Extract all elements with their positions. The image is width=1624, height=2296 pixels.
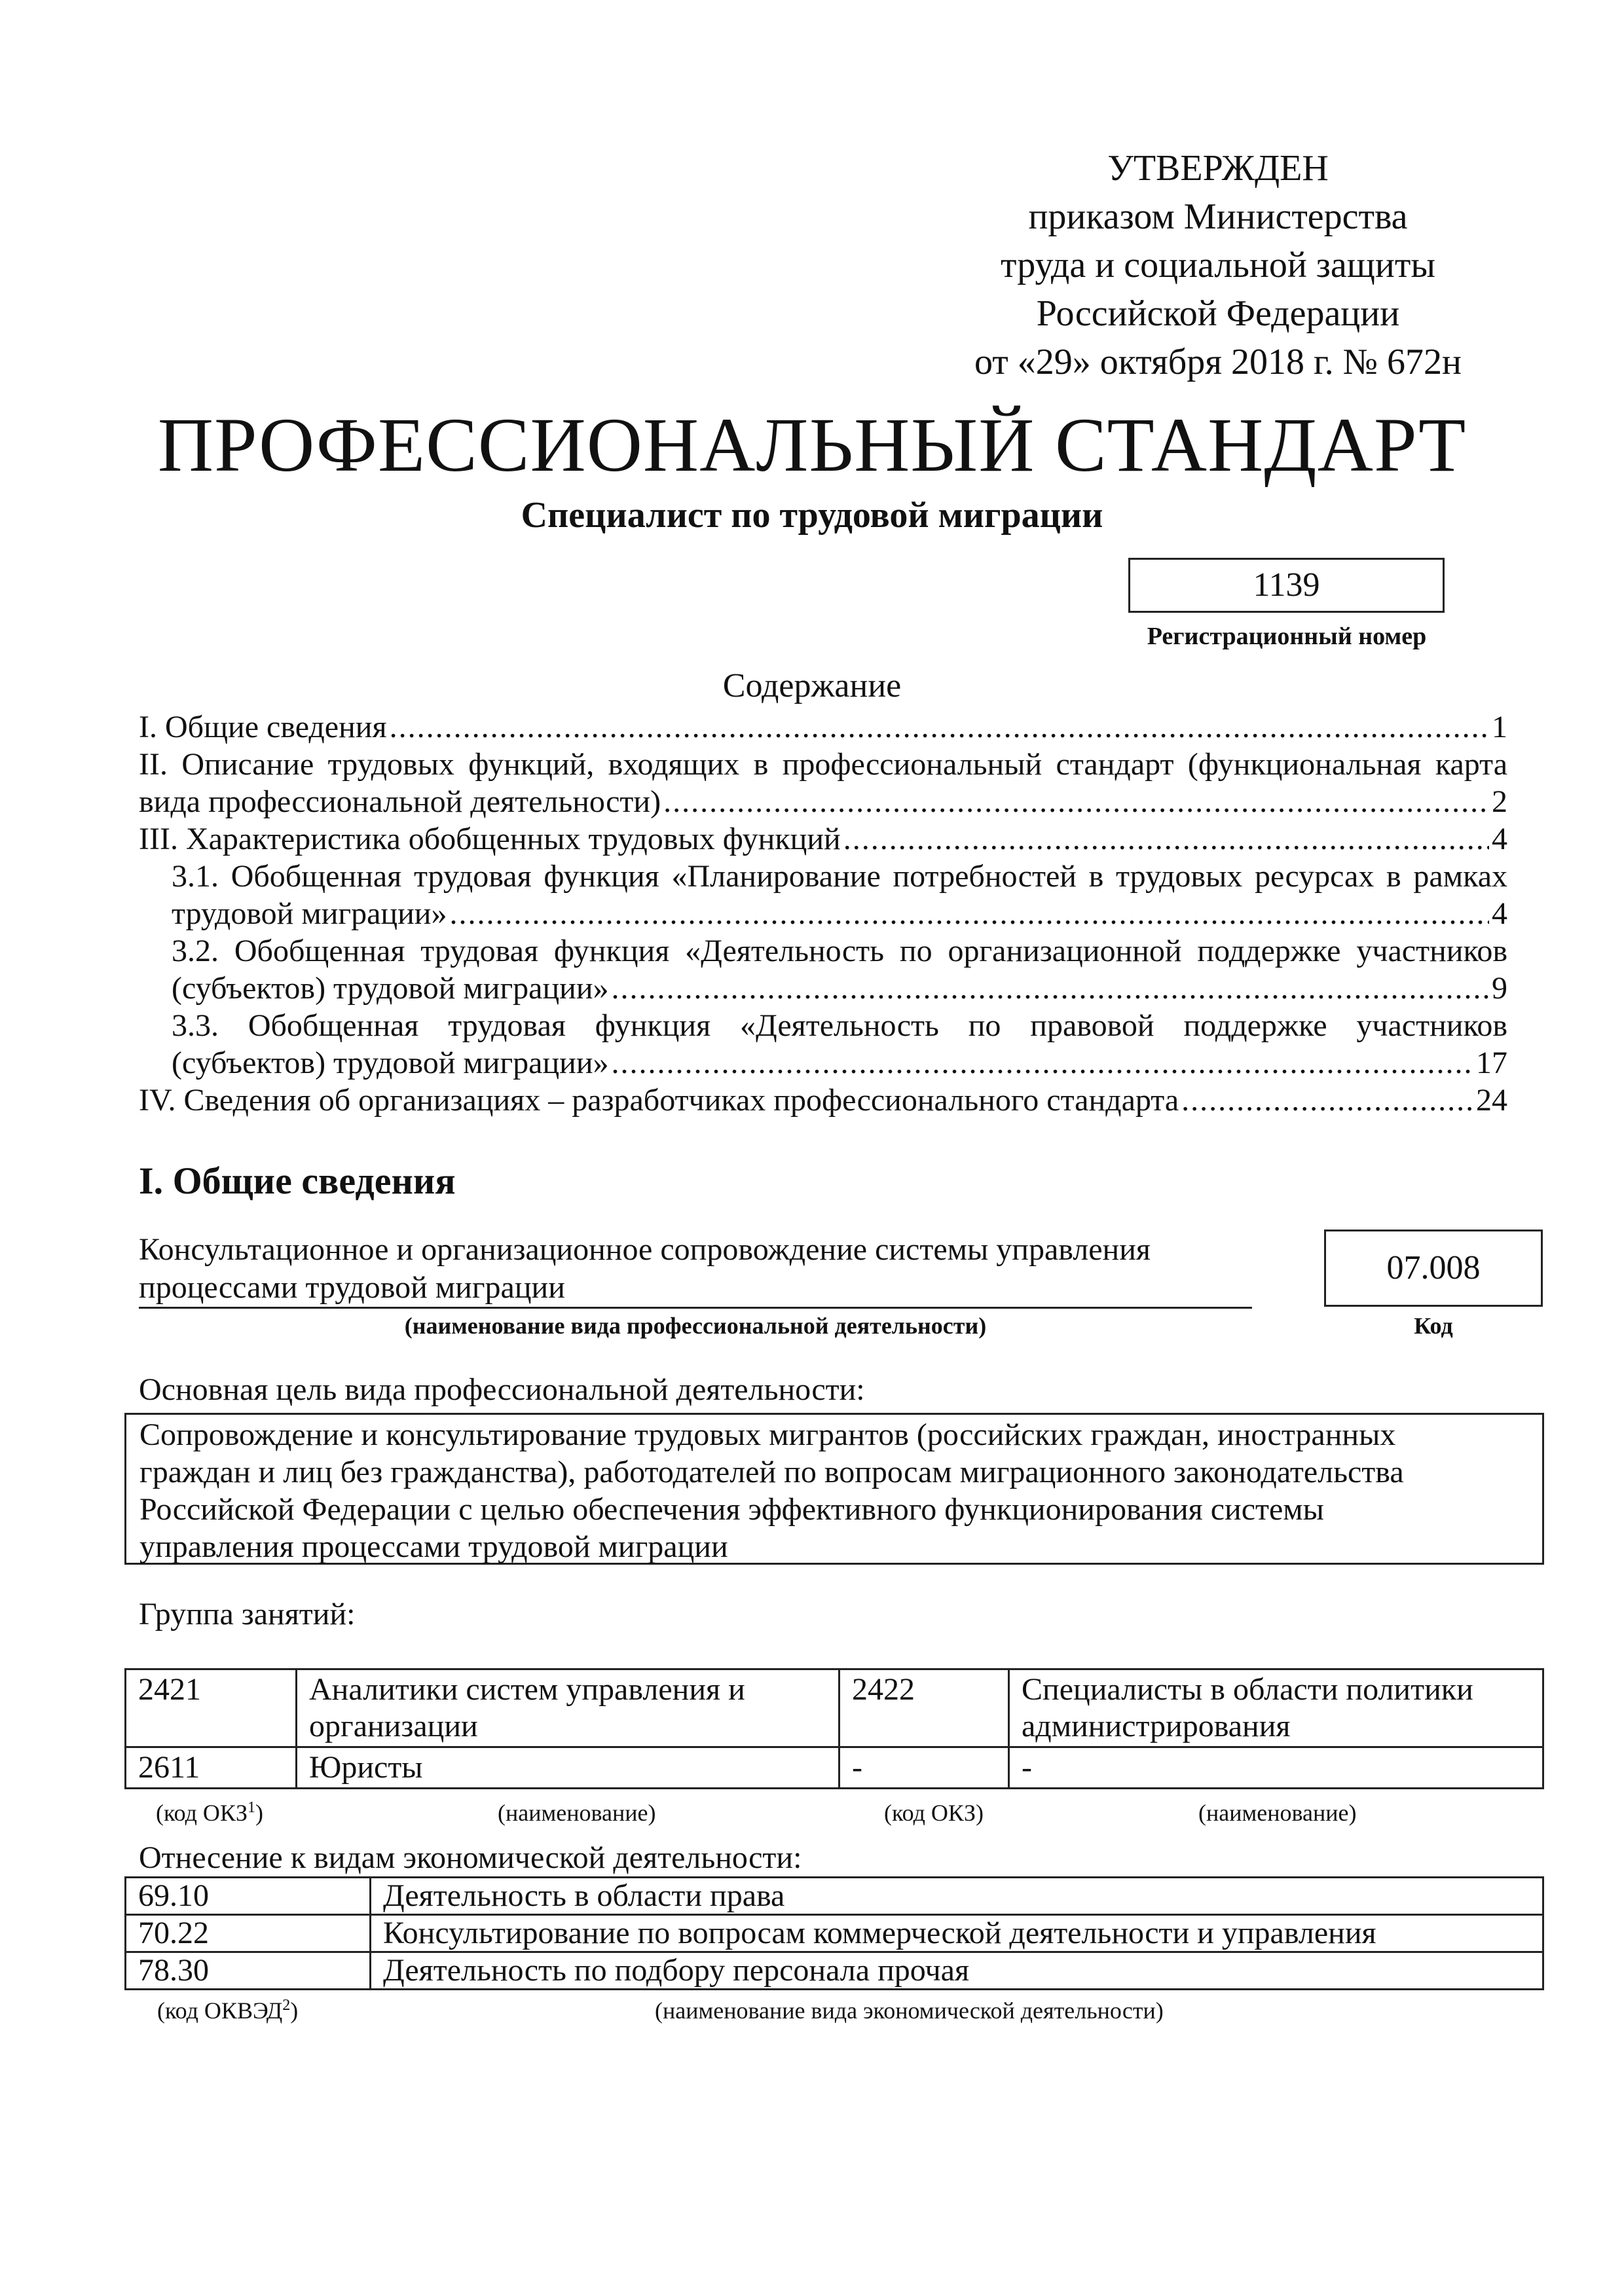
table-caption: (код ОКВЭД$^2$) [157,1997,299,2024]
toc-entry-page: 24 [1476,1083,1507,1118]
section-heading: I. Общие сведения [139,1159,456,1202]
goal-label: Основная цель вида профессиональной деятельности: [139,1372,865,1407]
table-cell: 2421 [126,1669,297,1747]
document-title: ПРОФЕССИОНАЛЬНЫЙ СТАНДАРТ [157,402,1467,488]
toc-entry-title: (субъектов) трудовой миграции» [172,1046,609,1080]
table-cell: Деятельность по подбору персонала прочая [371,1952,1543,1990]
table-cell: 70.22 [126,1915,371,1952]
approval-line: приказом Министерства [1028,196,1408,237]
registration-number-label: Регистрационный номер [1147,623,1427,650]
occupation-table [124,1668,1544,1789]
toc-entry-page: 9 [1492,971,1507,1006]
occupation-group-label: Группа занятий: [139,1597,356,1631]
goal-line: Сопровождение и консультирование трудовых мигрантов (российских граждан, иностранных [139,1417,1396,1452]
toc-entry-title: вида профессиональной деятельности) [139,784,661,819]
approval-line: от «29» октября 2018 г. № 672н [974,342,1462,382]
underline [139,1307,1252,1309]
toc-entry-title: II. Описание трудовых функций, входящих в профессиональный стандарт (функциональная карта [139,747,1507,782]
table-cell: - [1009,1747,1543,1789]
toc-entry-title: IV. Сведения об организациях – разработчиках профессионального стандарта [139,1083,1179,1118]
toc-entry-title: 3.1. Обобщенная трудовая функция «Планирование потребностей в трудовых ресурсах в рамках [172,859,1507,894]
table-of-contents [139,708,1507,1119]
table-caption: (наименование) [1198,1800,1357,1826]
table-caption: (код ОКЗ) [884,1800,984,1826]
toc-entry-title: 3.2. Обобщенная трудовая функция «Деятельность по организационной поддержке участников [172,934,1507,968]
toc-heading: Содержание [722,667,902,704]
table-cell: Консультирование по вопросам коммерческой деятельности и управления [371,1915,1543,1952]
toc-entry-title: 3.3. Обобщенная трудовая функция «Деятельность по правовой поддержке участников [172,1008,1507,1043]
table-cell: 2611 [126,1747,297,1789]
table-caption: (код ОКЗ$^1$) [156,1799,263,1826]
table-caption: (наименование) [498,1800,656,1826]
okved-label: Отнесение к видам экономической деятельности: [139,1840,802,1875]
toc-entry-title: (субъектов) трудовой миграции» [172,971,609,1006]
approval-line: УТВЕРЖДЕН [1107,148,1329,189]
toc-entry[interactable] [139,858,1507,932]
toc-entry-title: I. Общие сведения [139,710,387,744]
activity-kind-caption: (наименование вида профессиональной деятельности) [404,1313,987,1339]
activity-code-caption: Код [1414,1313,1453,1339]
table-row [126,1915,1543,1952]
approval-line: Российской Федерации [1036,293,1400,334]
registration-number-box: 1139 [1128,558,1445,613]
table-cell: 69.10 [126,1878,371,1915]
toc-entry-page: 2 [1492,784,1507,819]
toc-entry-page: 4 [1492,896,1507,931]
table-row [126,1878,1543,1915]
toc-entry[interactable] [139,1007,1507,1082]
goal-line: граждан и лиц без гражданства), работодателей по вопросам миграционного законодательства [139,1455,1404,1489]
table-cell: 78.30 [126,1952,371,1990]
activity-kind-name: Консультационное и организационное сопровождение системы управления процессами трудовой миграции [139,1232,1151,1305]
approval-block [943,144,1493,386]
table-row [126,1952,1543,1990]
toc-entry[interactable] [139,708,1507,746]
goal-box [124,1413,1544,1565]
toc-entry[interactable] [139,932,1507,1007]
table-cell: Юристы [297,1747,840,1789]
okved-table [124,1876,1544,1990]
table-cell: Специалисты в области политики администрирования [1009,1669,1543,1747]
table-cell: Аналитики систем управления и организации [297,1669,840,1747]
goal-line: Российской Федерации с целью обеспечения эффективного функционирования системы [139,1492,1324,1527]
document-subtitle: Специалист по трудовой миграции [521,495,1103,536]
approval-line: труда и социальной защиты [1001,245,1435,285]
toc-entry[interactable] [139,1082,1507,1119]
toc-entry[interactable] [139,746,1507,820]
toc-entry-page: 17 [1476,1046,1507,1080]
table-cell: Деятельность в области права [371,1878,1543,1915]
table-row [126,1669,1543,1747]
toc-entry[interactable] [139,820,1507,858]
activity-code-box: 07.008 [1324,1230,1543,1307]
table-cell: 2422 [840,1669,1009,1747]
toc-entry-page: 4 [1492,822,1507,856]
table-row [126,1747,1543,1789]
toc-entry-title: III. Характеристика обобщенных трудовых функций [139,822,841,856]
toc-entry-title: трудовой миграции» [172,896,447,931]
table-cell: - [840,1747,1009,1789]
table-caption: (наименование вида экономической деятельности) [655,1997,1164,2024]
goal-line: управления процессами трудовой миграции [139,1529,728,1564]
toc-entry-page: 1 [1492,710,1507,744]
